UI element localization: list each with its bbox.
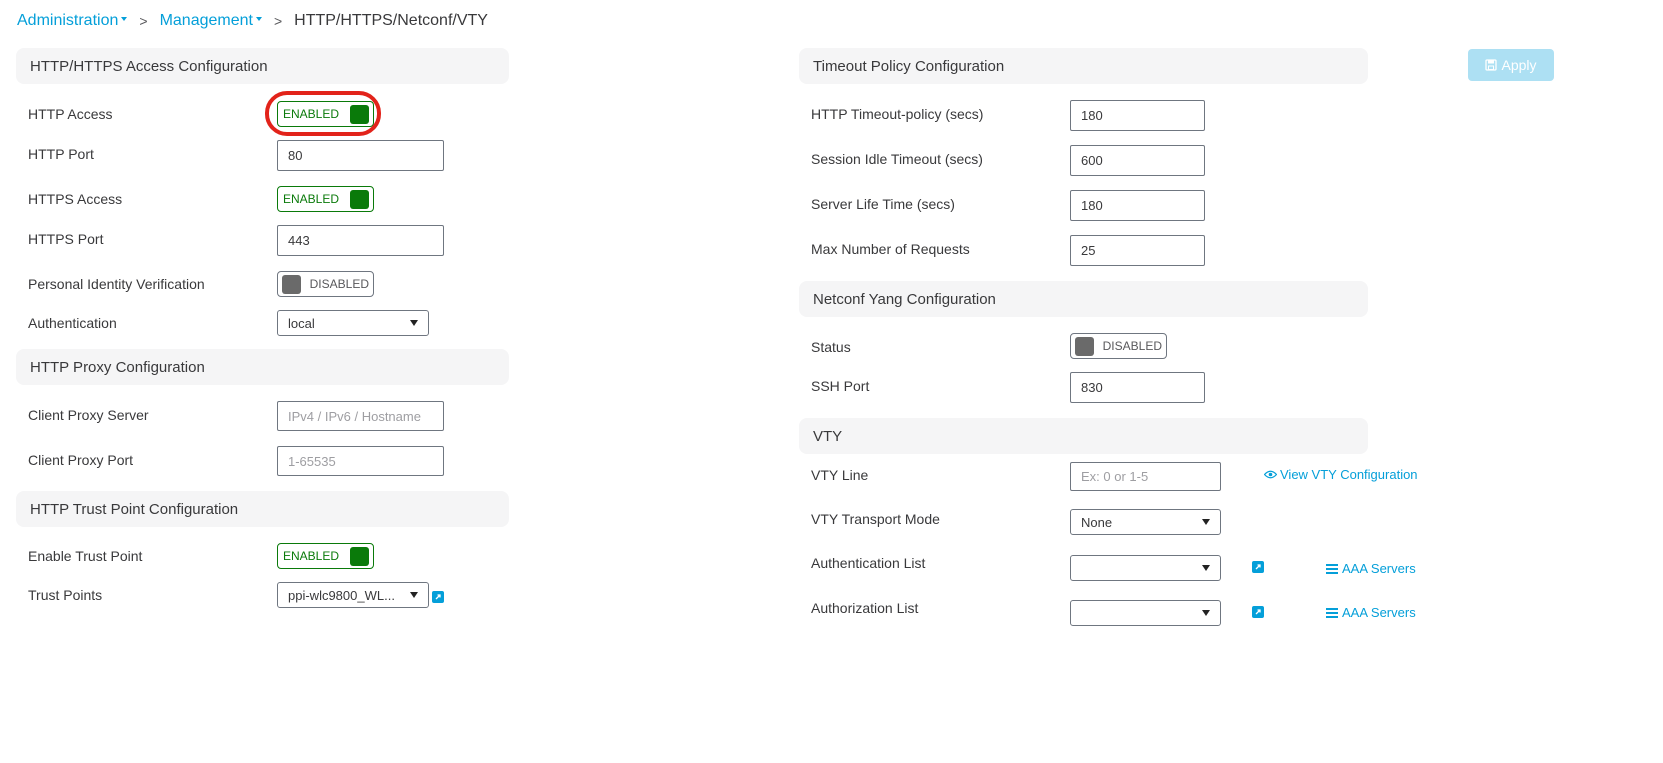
client-proxy-server-input[interactable]: [277, 401, 444, 431]
breadcrumb-management[interactable]: Management: [160, 12, 262, 30]
section-trust-point: [16, 491, 509, 527]
vty-transport-mode-select[interactable]: [1070, 509, 1221, 535]
toggle-state: ENABLED: [283, 549, 340, 563]
trust-points-select[interactable]: [277, 582, 429, 608]
client-proxy-port-input[interactable]: [277, 446, 444, 476]
server-life-time-input[interactable]: [1070, 190, 1205, 221]
chevron-down-icon: [1202, 519, 1210, 525]
authorization-list-label: Authorization List: [811, 600, 919, 616]
toggle-state: ENABLED: [283, 107, 340, 121]
breadcrumb-administration[interactable]: Administration: [17, 12, 127, 30]
apply-label: Apply: [1501, 57, 1537, 73]
max-requests-input[interactable]: [1070, 235, 1205, 266]
eye-icon: [1264, 470, 1277, 479]
session-idle-timeout-input[interactable]: [1070, 145, 1205, 176]
client-proxy-server-label: Client Proxy Server: [28, 407, 149, 423]
https-port-label: HTTPS Port: [28, 231, 104, 247]
section-title: HTTP Proxy Configuration: [30, 358, 205, 376]
select-value: ppi-wlc9800_WL...: [288, 587, 395, 603]
https-access-label: HTTPS Access: [28, 191, 123, 207]
toggle-knob: [350, 547, 369, 566]
external-link-icon[interactable]: [432, 591, 444, 603]
aaa-servers-link[interactable]: [1326, 561, 1416, 576]
https-access-toggle[interactable]: [277, 186, 374, 212]
breadcrumb: [17, 10, 488, 32]
ssh-port-label: SSH Port: [811, 378, 870, 394]
ssh-port-input[interactable]: [1070, 372, 1205, 403]
chevron-down-icon: [1202, 565, 1210, 571]
external-link-icon[interactable]: [1252, 561, 1264, 573]
http-port-input[interactable]: [277, 140, 444, 171]
http-timeout-input[interactable]: [1070, 100, 1205, 131]
chevron-down-icon: [1202, 610, 1210, 616]
caret-down-icon: [256, 17, 262, 21]
server-life-time-label: Server Life Time (secs): [811, 196, 955, 212]
vty-transport-mode-label: VTY Transport Mode: [811, 511, 940, 527]
chevron-down-icon: [410, 320, 418, 326]
trust-points-label: Trust Points: [28, 587, 103, 603]
section-title: HTTP Trust Point Configuration: [30, 500, 239, 518]
chevron-right-icon: >: [273, 13, 283, 29]
netconf-status-toggle[interactable]: [1070, 333, 1167, 359]
aaa-servers-label: AAA Servers: [1342, 605, 1416, 620]
enable-trust-point-label: Enable Trust Point: [28, 548, 143, 564]
aaa-servers-link[interactable]: [1326, 605, 1416, 620]
authorization-list-select[interactable]: [1070, 600, 1221, 626]
toggle-knob: [350, 105, 369, 124]
max-requests-label: Max Number of Requests: [811, 241, 970, 257]
caret-down-icon: [121, 17, 127, 21]
apply-button[interactable]: [1468, 49, 1554, 81]
netconf-status-label: Status: [811, 339, 851, 355]
http-timeout-label: HTTP Timeout-policy (secs): [811, 106, 984, 122]
http-port-label: HTTP Port: [28, 146, 94, 162]
trust-point-toggle[interactable]: [277, 543, 374, 569]
piv-toggle[interactable]: [277, 271, 374, 297]
client-proxy-port-label: Client Proxy Port: [28, 452, 134, 468]
breadcrumb-current: HTTP/HTTPS/Netconf/VTY: [294, 12, 488, 29]
section-title: Netconf Yang Configuration: [813, 290, 996, 308]
section-title: Timeout Policy Configuration: [813, 57, 1005, 75]
save-icon: [1485, 59, 1497, 71]
list-icon: [1326, 608, 1338, 618]
toggle-state: ENABLED: [283, 192, 340, 206]
view-vty-config-link[interactable]: [1264, 467, 1418, 482]
external-link-icon[interactable]: [1252, 606, 1264, 618]
select-value: local: [288, 315, 315, 331]
select-value: None: [1081, 514, 1113, 530]
authentication-list-select[interactable]: [1070, 555, 1221, 581]
https-port-input[interactable]: [277, 225, 444, 256]
chevron-down-icon: [410, 592, 418, 598]
aaa-servers-label: AAA Servers: [1342, 561, 1416, 576]
section-vty: [799, 418, 1368, 454]
section-title: VTY: [813, 427, 843, 445]
chevron-right-icon: >: [139, 13, 148, 29]
toggle-state: DISABLED: [1102, 339, 1162, 353]
http-access-label: HTTP Access: [28, 106, 113, 122]
toggle-knob: [282, 275, 301, 294]
view-vty-config-label: View VTY Configuration: [1280, 467, 1418, 482]
toggle-state: DISABLED: [309, 277, 369, 291]
list-icon: [1326, 564, 1338, 574]
toggle-knob: [350, 190, 369, 209]
authentication-list-label: Authentication List: [811, 555, 926, 571]
vty-line-input[interactable]: [1070, 462, 1221, 491]
toggle-knob: [1075, 337, 1094, 356]
authentication-label: Authentication: [28, 315, 117, 331]
section-title: HTTP/HTTPS Access Configuration: [30, 57, 268, 75]
section-http-access: [16, 48, 509, 84]
section-netconf-yang: [799, 281, 1368, 317]
piv-label: Personal Identity Verification: [28, 276, 205, 292]
vty-line-label: VTY Line: [811, 467, 869, 483]
authentication-select[interactable]: [277, 310, 429, 336]
section-timeout-policy: [799, 48, 1368, 84]
session-idle-timeout-label: Session Idle Timeout (secs): [811, 151, 983, 167]
http-access-toggle[interactable]: [277, 101, 374, 127]
section-http-proxy: [16, 349, 509, 385]
